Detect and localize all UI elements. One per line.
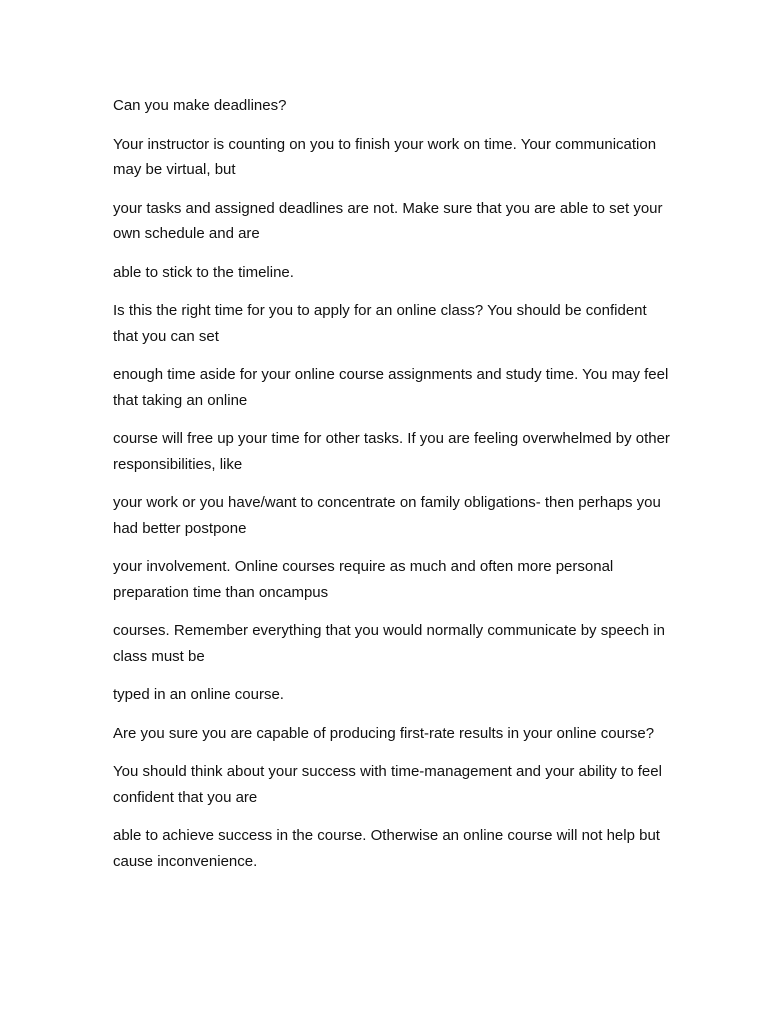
paragraph: courses. Remember everything that you would normally communicate by speech in class must be (113, 622, 665, 665)
paragraph: Your instructor is counting on you to finish your work on time. Your communication may be virtual, but (113, 135, 657, 178)
paragraph: Are you sure you are capable of producing first-rate results in your online course? (113, 724, 655, 742)
paragraph: You should think about your success with time-management and your ability to feel confident that you are (113, 763, 662, 806)
paragraph: enough time aside for your online course assignments and study time. You may feel that taking an online (113, 366, 669, 409)
paragraph: typed in an online course. (113, 686, 284, 703)
paragraph: able to achieve success in the course. Otherwise an online course will not help but cause inconvenience. (113, 827, 660, 870)
paragraph: course will free up your time for other tasks. If you are feeling overwhelmed by other responsibilities, like (113, 430, 670, 473)
paragraph: your involvement. Online courses require as much and often more personal preparation time than oncampus (113, 558, 614, 601)
paragraph: able to stick to the timeline. (113, 263, 294, 281)
paragraph: your tasks and assigned deadlines are not. Make sure that you are able to set your own schedule and are (113, 199, 663, 242)
document-body (113, 93, 673, 887)
paragraph-heading-question: Can you make deadlines? (113, 97, 287, 114)
paragraph: your work or you have/want to concentrate on family obligations- then perhaps you had better postpone (113, 494, 661, 537)
paragraph: Is this the right time for you to apply for an online class? You should be confident that you can set (113, 302, 647, 345)
